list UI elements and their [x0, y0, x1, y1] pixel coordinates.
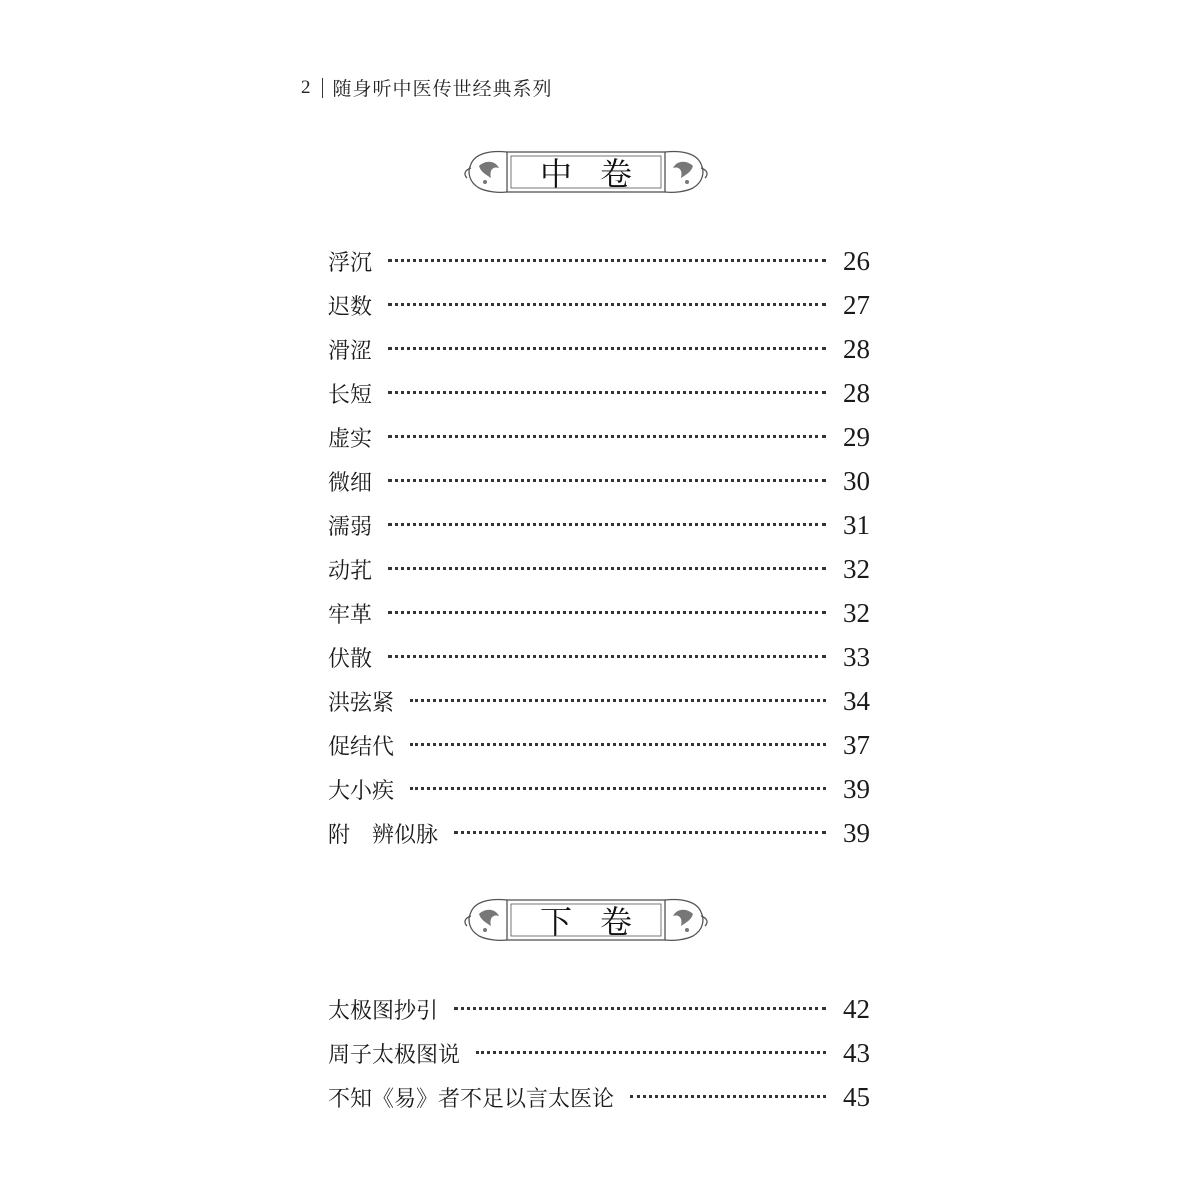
dot-leader: [630, 1095, 826, 1098]
entry-label: 洪弦紧: [328, 690, 395, 716]
entry-page: 32: [843, 597, 870, 628]
entry-label: 周子太极图说: [328, 1042, 461, 1068]
entry-label: 不知《易》者不足以言太医论: [328, 1086, 615, 1112]
dot-leader: [388, 259, 826, 262]
dot-leader: [388, 611, 826, 614]
toc-entry[interactable]: [328, 327, 870, 371]
entry-page: 43: [843, 1037, 870, 1068]
entry-label: 濡弱: [328, 514, 373, 540]
toc-entry[interactable]: [328, 283, 870, 327]
entry-page: 34: [843, 685, 870, 716]
entry-label: 太极图抄引: [328, 998, 439, 1024]
entry-page: 32: [843, 553, 870, 584]
dot-leader: [388, 567, 826, 570]
dot-leader: [388, 523, 826, 526]
entry-label: 附 辨似脉: [328, 822, 439, 848]
entry-page: 31: [843, 509, 870, 540]
toc-entry[interactable]: [328, 547, 870, 591]
entry-label: 长短: [328, 382, 373, 408]
entry-page: 39: [843, 773, 870, 804]
toc-entry[interactable]: [328, 987, 870, 1031]
toc-entry[interactable]: [328, 811, 870, 855]
dot-leader: [388, 391, 826, 394]
entry-page: 28: [843, 377, 870, 408]
dot-leader: [388, 303, 826, 306]
entry-page: 29: [843, 421, 870, 452]
section-title: 中卷: [539, 155, 660, 193]
entry-label: 浮沉: [328, 250, 373, 276]
running-header: [301, 74, 553, 101]
toc-entry[interactable]: [328, 591, 870, 635]
section-banner-1: [461, 148, 711, 196]
toc-entry[interactable]: [328, 371, 870, 415]
entry-label: 动芤: [328, 558, 373, 584]
series-title: 随身听中医传世经典系列: [332, 78, 553, 100]
dot-leader: [410, 787, 826, 790]
entry-label: 滑涩: [328, 338, 373, 364]
section-banner-2: [461, 896, 711, 944]
toc-entry[interactable]: [328, 503, 870, 547]
toc-entry[interactable]: [328, 1075, 870, 1119]
entry-label: 迟数: [328, 294, 373, 320]
entry-label: 大小疾: [328, 778, 395, 804]
section-title: 下卷: [539, 903, 660, 941]
entry-page: 42: [843, 993, 870, 1024]
toc-list-section-2: [328, 987, 870, 1119]
dot-leader: [410, 743, 826, 746]
entry-page: 37: [843, 729, 870, 760]
toc-entry[interactable]: [328, 239, 870, 283]
entry-page: 33: [843, 641, 870, 672]
entry-page: 30: [843, 465, 870, 496]
toc-entry[interactable]: [328, 459, 870, 503]
header-divider: [322, 78, 323, 98]
dot-leader: [388, 435, 826, 438]
dot-leader: [454, 1007, 826, 1010]
dot-leader: [388, 347, 826, 350]
toc-entry[interactable]: [328, 635, 870, 679]
entry-label: 牢革: [328, 602, 373, 628]
entry-page: 39: [843, 817, 870, 848]
toc-entry[interactable]: [328, 767, 870, 811]
toc-entry[interactable]: [328, 415, 870, 459]
entry-label: 虚实: [328, 426, 373, 452]
entry-page: 27: [843, 289, 870, 320]
entry-label: 伏散: [328, 646, 373, 672]
toc-list-section-1: [328, 239, 870, 855]
toc-entry[interactable]: [328, 679, 870, 723]
toc-entry[interactable]: [328, 723, 870, 767]
toc-entry[interactable]: [328, 1031, 870, 1075]
entry-page: 26: [843, 245, 870, 276]
entry-label: 促结代: [328, 734, 395, 760]
dot-leader: [454, 831, 826, 834]
entry-page: 45: [843, 1081, 870, 1112]
page-number: 2: [301, 76, 312, 98]
dot-leader: [476, 1051, 826, 1054]
dot-leader: [388, 479, 826, 482]
entry-label: 微细: [328, 470, 373, 496]
dot-leader: [410, 699, 826, 702]
dot-leader: [388, 655, 826, 658]
entry-page: 28: [843, 333, 870, 364]
